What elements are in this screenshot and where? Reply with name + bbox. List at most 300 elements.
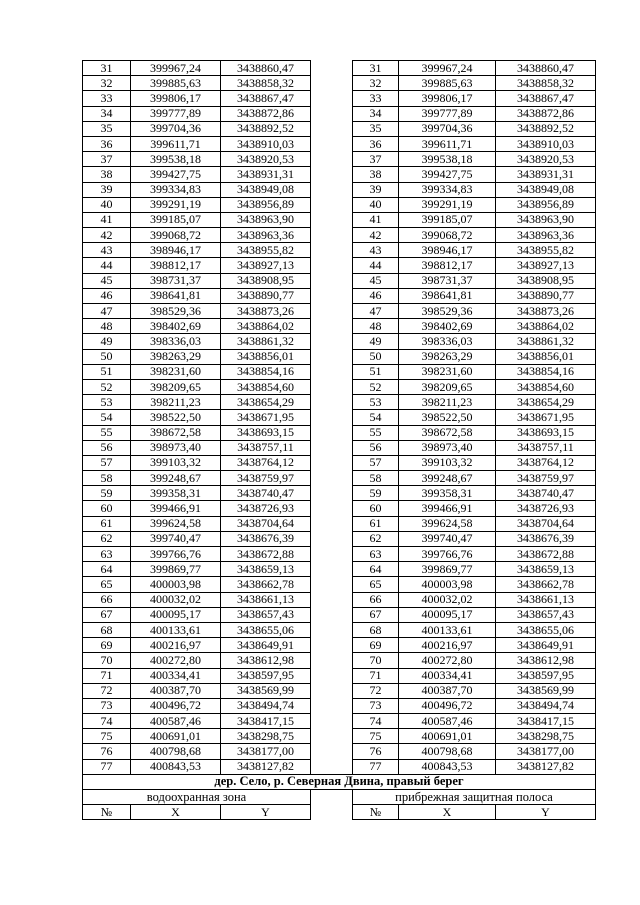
left-x-coordinate: 399185,07	[131, 212, 221, 227]
right-y-coordinate: 3438649,91	[496, 638, 596, 653]
right-y-coordinate: 3438860,47	[496, 61, 596, 76]
left-x-coordinate: 398973,40	[131, 440, 221, 455]
right-y-coordinate: 3438963,36	[496, 228, 596, 243]
left-y-header: Y	[221, 805, 311, 820]
left-point-number: 63	[83, 547, 131, 562]
right-y-coordinate: 3438861,32	[496, 334, 596, 349]
left-x-coordinate: 399334,83	[131, 182, 221, 197]
right-point-number: 76	[353, 744, 399, 759]
right-y-coordinate: 3438910,03	[496, 136, 596, 151]
table-row	[83, 683, 596, 698]
gap-cell	[311, 212, 353, 227]
left-y-coordinate: 3438676,39	[221, 531, 311, 546]
gap-cell	[311, 516, 353, 531]
right-point-number: 60	[353, 501, 399, 516]
right-point-number: 66	[353, 592, 399, 607]
right-y-coordinate: 3438655,06	[496, 622, 596, 637]
right-x-coordinate: 400587,46	[399, 714, 496, 729]
right-x-coordinate: 400216,97	[399, 638, 496, 653]
right-point-number: 51	[353, 364, 399, 379]
right-x-coordinate: 399869,77	[399, 562, 496, 577]
table-row	[83, 516, 596, 531]
right-x-coordinate: 399185,07	[399, 212, 496, 227]
table-row	[83, 273, 596, 288]
table-row	[83, 136, 596, 151]
right-y-coordinate: 3438597,95	[496, 668, 596, 683]
zone-row	[83, 790, 596, 805]
right-x-coordinate: 398529,36	[399, 304, 496, 319]
right-point-number: 41	[353, 212, 399, 227]
right-x-coordinate: 400334,41	[399, 668, 496, 683]
gap-cell	[311, 76, 353, 91]
table-row	[83, 182, 596, 197]
left-y-coordinate: 3438659,13	[221, 562, 311, 577]
right-y-coordinate: 3438956,89	[496, 197, 596, 212]
right-y-coordinate: 3438864,02	[496, 319, 596, 334]
right-x-coordinate: 400496,72	[399, 698, 496, 713]
right-point-number: 43	[353, 243, 399, 258]
right-y-coordinate: 3438704,64	[496, 516, 596, 531]
right-point-number: 77	[353, 759, 399, 774]
left-point-number: 41	[83, 212, 131, 227]
right-point-number: 53	[353, 395, 399, 410]
gap-cell	[311, 395, 353, 410]
gap-cell	[311, 121, 353, 136]
left-point-number: 42	[83, 228, 131, 243]
right-point-number: 73	[353, 698, 399, 713]
right-x-coordinate: 400032,02	[399, 592, 496, 607]
table-row	[83, 607, 596, 622]
right-x-coordinate: 398641,81	[399, 288, 496, 303]
left-x-coordinate: 398529,36	[131, 304, 221, 319]
left-point-number: 36	[83, 136, 131, 151]
left-point-number: 57	[83, 455, 131, 470]
left-point-number: 72	[83, 683, 131, 698]
left-y-coordinate: 3438494,74	[221, 698, 311, 713]
right-point-number: 61	[353, 516, 399, 531]
right-x-coordinate: 398672,58	[399, 425, 496, 440]
left-y-coordinate: 3438693,15	[221, 425, 311, 440]
left-y-coordinate: 3438661,13	[221, 592, 311, 607]
left-x-coordinate: 399466,91	[131, 501, 221, 516]
table-row	[83, 562, 596, 577]
right-point-number: 48	[353, 319, 399, 334]
left-point-number: 60	[83, 501, 131, 516]
right-x-coordinate: 399068,72	[399, 228, 496, 243]
left-point-number: 43	[83, 243, 131, 258]
right-x-coordinate: 399806,17	[399, 91, 496, 106]
left-y-coordinate: 3438892,52	[221, 121, 311, 136]
right-y-coordinate: 3438892,52	[496, 121, 596, 136]
right-y-coordinate: 3438873,26	[496, 304, 596, 319]
right-y-coordinate: 3438908,95	[496, 273, 596, 288]
section-title: дер. Село, р. Северная Двина, правый берег	[83, 774, 596, 789]
right-y-coordinate: 3438127,82	[496, 759, 596, 774]
table-body	[83, 61, 596, 775]
right-point-number: 36	[353, 136, 399, 151]
right-x-coordinate: 399291,19	[399, 197, 496, 212]
right-y-coordinate: 3438872,86	[496, 106, 596, 121]
right-point-number: 31	[353, 61, 399, 76]
left-y-coordinate: 3438759,97	[221, 471, 311, 486]
right-y-coordinate: 3438963,90	[496, 212, 596, 227]
right-y-coordinate: 3438676,39	[496, 531, 596, 546]
left-y-coordinate: 3438757,11	[221, 440, 311, 455]
left-num-header: №	[83, 805, 131, 820]
left-y-coordinate: 3438854,60	[221, 379, 311, 394]
table-row	[83, 744, 596, 759]
right-y-coordinate: 3438858,32	[496, 76, 596, 91]
left-y-coordinate: 3438949,08	[221, 182, 311, 197]
right-x-header: X	[399, 805, 496, 820]
right-point-number: 54	[353, 410, 399, 425]
right-x-coordinate: 400133,61	[399, 622, 496, 637]
right-x-coordinate: 399248,67	[399, 471, 496, 486]
left-x-coordinate: 399611,71	[131, 136, 221, 151]
right-point-number: 59	[353, 486, 399, 501]
gap-cell	[311, 91, 353, 106]
left-point-number: 59	[83, 486, 131, 501]
left-y-coordinate: 3438910,03	[221, 136, 311, 151]
gap-cell	[311, 607, 353, 622]
right-x-coordinate: 398231,60	[399, 364, 496, 379]
left-point-number: 37	[83, 152, 131, 167]
left-y-coordinate: 3438671,95	[221, 410, 311, 425]
left-x-coordinate: 400691,01	[131, 729, 221, 744]
left-y-coordinate: 3438127,82	[221, 759, 311, 774]
left-point-number: 76	[83, 744, 131, 759]
right-y-coordinate: 3438764,12	[496, 455, 596, 470]
table-row	[83, 698, 596, 713]
left-point-number: 54	[83, 410, 131, 425]
table-row	[83, 592, 596, 607]
gap-cell	[311, 152, 353, 167]
left-x-coordinate: 400216,97	[131, 638, 221, 653]
left-x-coordinate: 399248,67	[131, 471, 221, 486]
left-y-coordinate: 3438931,31	[221, 167, 311, 182]
right-y-coordinate: 3438955,82	[496, 243, 596, 258]
left-point-number: 45	[83, 273, 131, 288]
table-row	[83, 668, 596, 683]
right-x-coordinate: 400387,70	[399, 683, 496, 698]
left-point-number: 61	[83, 516, 131, 531]
table-row	[83, 547, 596, 562]
left-x-coordinate: 399427,75	[131, 167, 221, 182]
left-point-number: 58	[83, 471, 131, 486]
right-y-coordinate: 3438757,11	[496, 440, 596, 455]
table-row	[83, 61, 596, 76]
table-row	[83, 319, 596, 334]
right-x-coordinate: 398211,23	[399, 395, 496, 410]
right-point-number: 50	[353, 349, 399, 364]
left-y-coordinate: 3438649,91	[221, 638, 311, 653]
left-point-number: 65	[83, 577, 131, 592]
right-y-header: Y	[496, 805, 596, 820]
left-x-coordinate: 398336,03	[131, 334, 221, 349]
left-x-coordinate: 400843,53	[131, 759, 221, 774]
table-row	[83, 334, 596, 349]
left-x-coordinate: 399806,17	[131, 91, 221, 106]
table-row	[83, 304, 596, 319]
left-point-number: 34	[83, 106, 131, 121]
right-x-coordinate: 399427,75	[399, 167, 496, 182]
left-y-coordinate: 3438890,77	[221, 288, 311, 303]
left-x-coordinate: 398402,69	[131, 319, 221, 334]
right-y-coordinate: 3438177,00	[496, 744, 596, 759]
right-y-coordinate: 3438671,95	[496, 410, 596, 425]
left-y-coordinate: 3438662,78	[221, 577, 311, 592]
right-point-number: 64	[353, 562, 399, 577]
table-row	[83, 410, 596, 425]
right-y-coordinate: 3438854,60	[496, 379, 596, 394]
left-x-coordinate: 400798,68	[131, 744, 221, 759]
left-x-coordinate: 398812,17	[131, 258, 221, 273]
right-x-coordinate: 399538,18	[399, 152, 496, 167]
left-point-number: 31	[83, 61, 131, 76]
gap-cell	[311, 790, 353, 805]
left-y-coordinate: 3438177,00	[221, 744, 311, 759]
left-y-coordinate: 3438858,32	[221, 76, 311, 91]
coordinates-table	[82, 60, 596, 820]
left-x-coordinate: 399624,58	[131, 516, 221, 531]
gap-cell	[311, 547, 353, 562]
right-y-coordinate: 3438494,74	[496, 698, 596, 713]
left-y-coordinate: 3438654,29	[221, 395, 311, 410]
left-x-coordinate: 400003,98	[131, 577, 221, 592]
gap-cell	[311, 334, 353, 349]
gap-cell	[311, 288, 353, 303]
table-row	[83, 653, 596, 668]
right-point-number: 63	[353, 547, 399, 562]
gap-cell	[311, 577, 353, 592]
gap-cell	[311, 61, 353, 76]
right-x-coordinate: 399334,83	[399, 182, 496, 197]
table-row	[83, 531, 596, 546]
right-x-coordinate: 399967,24	[399, 61, 496, 76]
gap-cell	[311, 273, 353, 288]
left-x-coordinate: 399538,18	[131, 152, 221, 167]
right-y-coordinate: 3438890,77	[496, 288, 596, 303]
right-point-number: 32	[353, 76, 399, 91]
table-row	[83, 349, 596, 364]
left-y-coordinate: 3438657,43	[221, 607, 311, 622]
left-y-coordinate: 3438861,32	[221, 334, 311, 349]
gap-cell	[311, 531, 353, 546]
gap-cell	[311, 653, 353, 668]
table-row	[83, 152, 596, 167]
right-point-number: 47	[353, 304, 399, 319]
left-point-number: 66	[83, 592, 131, 607]
right-point-number: 37	[353, 152, 399, 167]
left-x-coordinate: 400334,41	[131, 668, 221, 683]
left-point-number: 47	[83, 304, 131, 319]
left-point-number: 48	[83, 319, 131, 334]
right-y-coordinate: 3438569,99	[496, 683, 596, 698]
gap-cell	[311, 638, 353, 653]
left-y-coordinate: 3438597,95	[221, 668, 311, 683]
gap-cell	[311, 729, 353, 744]
table-row	[83, 167, 596, 182]
right-y-coordinate: 3438612,98	[496, 653, 596, 668]
gap-cell	[311, 744, 353, 759]
gap-cell	[311, 805, 353, 820]
gap-cell	[311, 714, 353, 729]
right-x-coordinate: 399766,76	[399, 547, 496, 562]
right-y-coordinate: 3438759,97	[496, 471, 596, 486]
right-x-coordinate: 399103,32	[399, 455, 496, 470]
right-y-coordinate: 3438854,16	[496, 364, 596, 379]
gap-cell	[311, 364, 353, 379]
left-x-coordinate: 398211,23	[131, 395, 221, 410]
left-x-coordinate: 399777,89	[131, 106, 221, 121]
left-x-coordinate: 399704,36	[131, 121, 221, 136]
left-x-header: X	[131, 805, 221, 820]
gap-cell	[311, 304, 353, 319]
left-x-coordinate: 399967,24	[131, 61, 221, 76]
left-y-coordinate: 3438908,95	[221, 273, 311, 288]
table-row	[83, 288, 596, 303]
right-x-coordinate: 398209,65	[399, 379, 496, 394]
left-point-number: 77	[83, 759, 131, 774]
left-x-coordinate: 399103,32	[131, 455, 221, 470]
table-row	[83, 759, 596, 774]
left-y-coordinate: 3438298,75	[221, 729, 311, 744]
left-x-coordinate: 400387,70	[131, 683, 221, 698]
gap-cell	[311, 379, 353, 394]
right-x-coordinate: 400691,01	[399, 729, 496, 744]
right-x-coordinate: 398402,69	[399, 319, 496, 334]
section-title-row	[83, 774, 596, 789]
table-row	[83, 212, 596, 227]
left-point-number: 46	[83, 288, 131, 303]
right-point-number: 65	[353, 577, 399, 592]
left-point-number: 49	[83, 334, 131, 349]
gap-cell	[311, 683, 353, 698]
right-point-number: 57	[353, 455, 399, 470]
right-point-number: 45	[353, 273, 399, 288]
left-y-coordinate: 3438920,53	[221, 152, 311, 167]
right-x-coordinate: 399358,31	[399, 486, 496, 501]
gap-cell	[311, 106, 353, 121]
left-x-coordinate: 400133,61	[131, 622, 221, 637]
gap-cell	[311, 471, 353, 486]
left-point-number: 71	[83, 668, 131, 683]
left-point-number: 70	[83, 653, 131, 668]
right-x-coordinate: 398973,40	[399, 440, 496, 455]
left-x-coordinate: 398946,17	[131, 243, 221, 258]
left-y-coordinate: 3438927,13	[221, 258, 311, 273]
right-y-coordinate: 3438661,13	[496, 592, 596, 607]
left-y-coordinate: 3438569,99	[221, 683, 311, 698]
gap-cell	[311, 668, 353, 683]
table-row	[83, 638, 596, 653]
right-point-number: 38	[353, 167, 399, 182]
right-x-coordinate: 399777,89	[399, 106, 496, 121]
gap-cell	[311, 410, 353, 425]
table-row	[83, 364, 596, 379]
right-point-number: 67	[353, 607, 399, 622]
left-x-coordinate: 399068,72	[131, 228, 221, 243]
left-y-coordinate: 3438956,89	[221, 197, 311, 212]
left-y-coordinate: 3438963,90	[221, 212, 311, 227]
table-row	[83, 91, 596, 106]
left-x-coordinate: 400587,46	[131, 714, 221, 729]
left-x-coordinate: 399766,76	[131, 547, 221, 562]
gap-cell	[311, 228, 353, 243]
right-y-coordinate: 3438927,13	[496, 258, 596, 273]
table-row	[83, 714, 596, 729]
left-point-number: 67	[83, 607, 131, 622]
left-y-coordinate: 3438704,64	[221, 516, 311, 531]
left-x-coordinate: 398731,37	[131, 273, 221, 288]
header-row	[83, 805, 596, 820]
right-point-number: 49	[353, 334, 399, 349]
right-y-coordinate: 3438417,15	[496, 714, 596, 729]
gap-cell	[311, 182, 353, 197]
table-row	[83, 228, 596, 243]
left-x-coordinate: 399740,47	[131, 531, 221, 546]
left-zone-label: водоохранная зона	[83, 790, 311, 805]
left-point-number: 52	[83, 379, 131, 394]
right-point-number: 42	[353, 228, 399, 243]
right-y-coordinate: 3438654,29	[496, 395, 596, 410]
left-x-coordinate: 399885,63	[131, 76, 221, 91]
left-x-coordinate: 399869,77	[131, 562, 221, 577]
left-point-number: 56	[83, 440, 131, 455]
right-y-coordinate: 3438672,88	[496, 547, 596, 562]
table-row	[83, 577, 596, 592]
left-y-coordinate: 3438872,86	[221, 106, 311, 121]
right-point-number: 69	[353, 638, 399, 653]
gap-cell	[311, 759, 353, 774]
right-point-number: 70	[353, 653, 399, 668]
left-y-coordinate: 3438867,47	[221, 91, 311, 106]
right-x-coordinate: 398522,50	[399, 410, 496, 425]
left-y-coordinate: 3438740,47	[221, 486, 311, 501]
right-point-number: 44	[353, 258, 399, 273]
right-point-number: 39	[353, 182, 399, 197]
right-x-coordinate: 400095,17	[399, 607, 496, 622]
left-point-number: 44	[83, 258, 131, 273]
gap-cell	[311, 258, 353, 273]
right-x-coordinate: 399624,58	[399, 516, 496, 531]
right-x-coordinate: 398946,17	[399, 243, 496, 258]
left-y-coordinate: 3438860,47	[221, 61, 311, 76]
right-x-coordinate: 400798,68	[399, 744, 496, 759]
gap-cell	[311, 562, 353, 577]
right-x-coordinate: 400272,80	[399, 653, 496, 668]
left-point-number: 74	[83, 714, 131, 729]
gap-cell	[311, 622, 353, 637]
left-point-number: 51	[83, 364, 131, 379]
left-x-coordinate: 400095,17	[131, 607, 221, 622]
right-y-coordinate: 3438693,15	[496, 425, 596, 440]
left-x-coordinate: 400496,72	[131, 698, 221, 713]
left-y-coordinate: 3438726,93	[221, 501, 311, 516]
right-point-number: 58	[353, 471, 399, 486]
gap-cell	[311, 425, 353, 440]
gap-cell	[311, 698, 353, 713]
right-x-coordinate: 399885,63	[399, 76, 496, 91]
right-point-number: 71	[353, 668, 399, 683]
left-point-number: 75	[83, 729, 131, 744]
left-x-coordinate: 399358,31	[131, 486, 221, 501]
left-x-coordinate: 398263,29	[131, 349, 221, 364]
left-point-number: 38	[83, 167, 131, 182]
left-x-coordinate: 398522,50	[131, 410, 221, 425]
right-x-coordinate: 398336,03	[399, 334, 496, 349]
right-x-coordinate: 398812,17	[399, 258, 496, 273]
